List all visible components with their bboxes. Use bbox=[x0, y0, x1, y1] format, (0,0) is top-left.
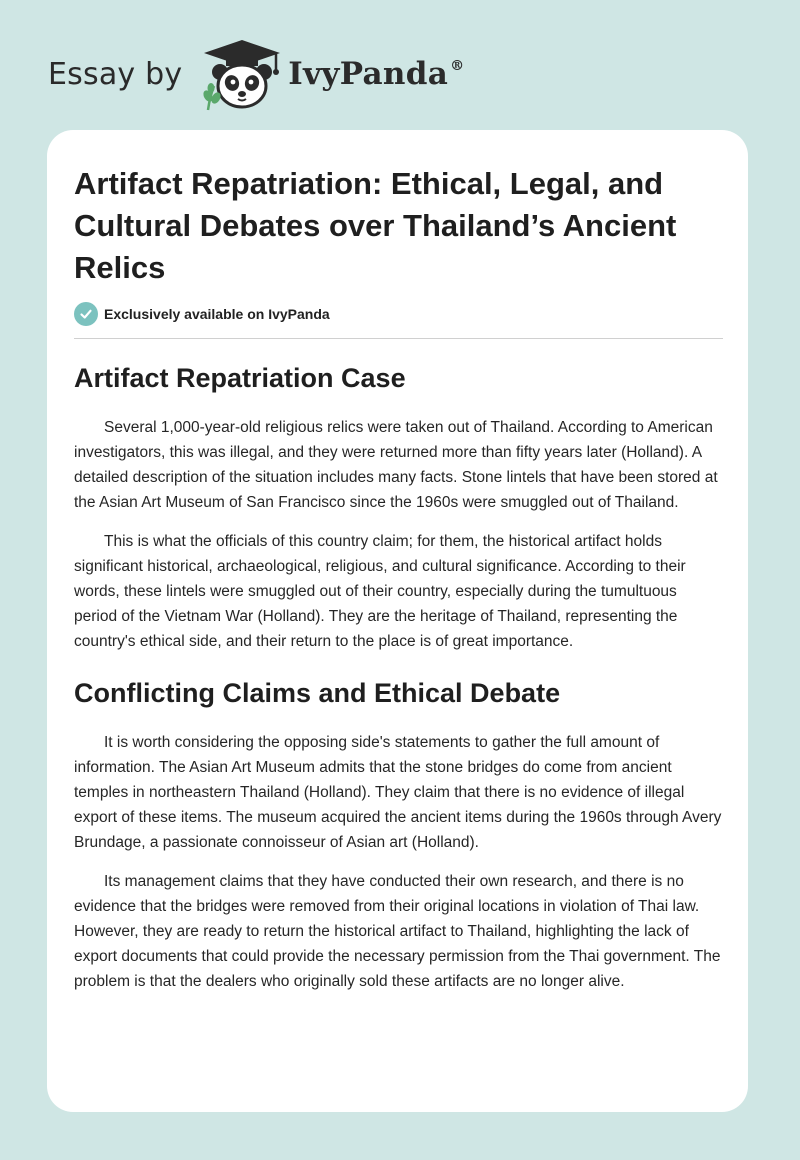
title-divider bbox=[74, 338, 723, 339]
paragraph: This is what the officials of this country claim; for them, the historical artifact holds significant historical, archaeological, religious, and cultural significance. According to their words, these lintels were smuggled out of their country, especially during the tumultuous period of the Vietnam War (Holland). They are the heritage of Thailand, representing the country's ethical side, and their return to the place is of great importance. bbox=[74, 533, 686, 650]
section-conflicting-claims bbox=[74, 676, 723, 994]
article-title: Artifact Repatriation: Ethical, Legal, and Cultural Debates over Thailand’s Ancient Relics bbox=[74, 166, 677, 285]
exclusive-badge bbox=[74, 302, 723, 326]
section-heading: Artifact Repatriation Case bbox=[74, 363, 406, 393]
check-badge-icon bbox=[74, 302, 98, 326]
paragraph: Several 1,000-year-old religious relics were taken out of Thailand. According to American investigators, this was illegal, and they were returned more than fifty years later (Holland). A detailed description of the situation includes many facts. Stone lintels that have been stored at the Asian Art Museum of San Francisco since the 1960s were smuggled out of Thailand. bbox=[74, 419, 718, 511]
article-card bbox=[47, 130, 748, 1112]
article-content bbox=[74, 163, 723, 994]
site-header bbox=[48, 34, 464, 114]
paragraph: Its management claims that they have conducted their own research, and there is no evidence that the bridges were removed from their original locations in violation of Thai law. However, they are ready to return the historical artifact to Thailand, highlighting the lack of export documents that could provide the necessary permission from the Thai government. The problem is that the dealers who originally sold these artifacts are no longer alive. bbox=[74, 873, 721, 990]
panda-graduate-icon[interactable] bbox=[198, 36, 286, 112]
brand-name-text: IvyPanda bbox=[288, 56, 449, 92]
section-repatriation-case bbox=[74, 361, 723, 654]
brand-name[interactable] bbox=[288, 56, 464, 92]
essay-by-label: Essay by bbox=[48, 56, 183, 92]
paragraph: It is worth considering the opposing side's statements to gather the full amount of information. The Asian Art Museum admits that the stone bridges do come from ancient temples in northeastern Thailand (Holland). They claim that there is no evidence of illegal export of these items. The museum acquired the ancient items during the 1960s through Avery Brundage, a passionate connoisseur of Asian art (Holland). bbox=[74, 734, 722, 851]
exclusive-label: Exclusively available on IvyPanda bbox=[104, 306, 330, 322]
section-heading: Conflicting Claims and Ethical Debate bbox=[74, 678, 561, 708]
registered-mark: ® bbox=[450, 58, 465, 74]
